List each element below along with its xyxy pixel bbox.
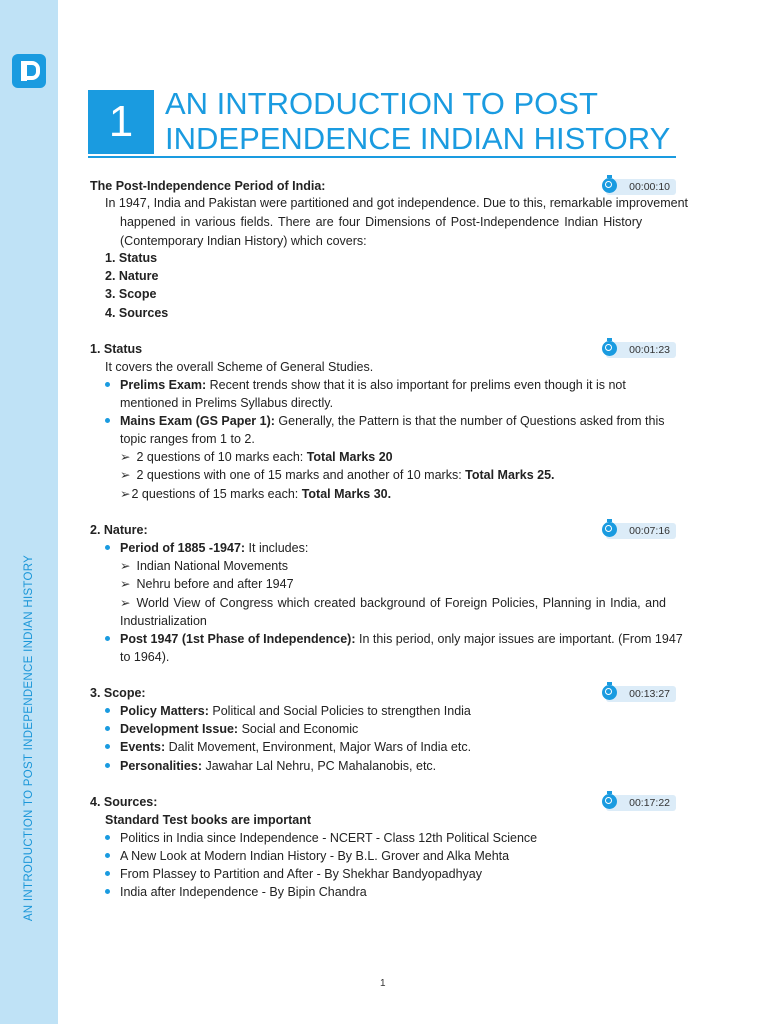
chapter-title-line1: AN INTRODUCTION TO POST [165, 86, 598, 121]
list-item: Post 1947 (1st Phase of Independence): In this period, only major issues are important. (From 1947 [105, 630, 683, 648]
list-item-cont: topic ranges from 1 to 2. [120, 432, 255, 446]
chapter-number: 1 [88, 90, 154, 154]
chapter-title-line2: INDEPENDENCE INDIAN HISTORY [165, 121, 671, 156]
list-item: Development Issue: Social and Economic [105, 720, 358, 738]
list-item: Personalities: Jawahar Lal Nehru, PC Mahalanobis, etc. [105, 757, 436, 775]
bullet-icon [105, 418, 110, 423]
publisher-logo [12, 54, 46, 88]
sidebar [0, 0, 58, 1024]
list-item: Politics in India since Independence - NCERT - Class 12th Political Science [105, 829, 537, 847]
list-item: Prelims Exam: Recent trends show that it is also important for prelims even though it is not [105, 376, 626, 394]
sub-item: ➢ 2 questions with one of 15 marks and another of 10 marks: Total Marks 25. [120, 468, 555, 482]
bullet-icon [105, 889, 110, 894]
timestamp-badge[interactable]: 00:17:22 [606, 795, 676, 811]
intro-para-2: happened in various fields. There are four Dimensions of Post-Independence Indian History [120, 215, 643, 229]
sources-subheading: Standard Test books are important [105, 813, 312, 827]
intro-item-1: 1. Status [105, 251, 158, 265]
bullet-icon [105, 763, 110, 768]
list-item: Period of 1885 -1947: It includes: [105, 539, 308, 557]
sub-item: ➢ Nehru before and after 1947 [120, 577, 294, 591]
timestamp-badge[interactable]: 00:01:23 [606, 342, 676, 358]
arrow-bullet-icon: ➢ [120, 577, 131, 591]
timestamp-badge[interactable]: 00:13:27 [606, 686, 676, 702]
status-line: It covers the overall Scheme of General Studies. [105, 360, 374, 374]
stopwatch-icon [602, 685, 617, 700]
stopwatch-icon [602, 522, 617, 537]
sub-item: ➢ Indian National Movements [120, 559, 288, 573]
page-number: 1 [380, 978, 386, 989]
bullet-icon [105, 726, 110, 731]
sources-heading: 4. Sources: [90, 795, 158, 809]
list-item: From Plassey to Partition and After - By Shekhar Bandyopadhyay [105, 865, 482, 883]
arrow-bullet-icon: ➢ [120, 487, 131, 501]
arrow-bullet-icon: ➢ [120, 559, 131, 573]
sub-item: ➢ World View of Congress which created background of Foreign Policies, Planning in India, and [120, 596, 666, 610]
chapter-title [165, 86, 670, 156]
intro-item-3: 3. Scope [105, 287, 157, 301]
arrow-bullet-icon: ➢ [120, 450, 131, 464]
title-divider [88, 156, 676, 158]
list-item: A New Look at Modern Indian History - By B.L. Grover and Alka Mehta [105, 847, 509, 865]
list-item: Policy Matters: Political and Social Policies to strengthen India [105, 702, 471, 720]
list-item-cont: mentioned in Prelims Syllabus directly. [120, 396, 334, 410]
scope-heading: 3. Scope: [90, 686, 146, 700]
timestamp-badge[interactable]: 00:00:10 [606, 179, 676, 195]
sidebar-vertical-title: AN INTRODUCTION TO POST INDEPENDENCE INDIAN HISTORY [23, 554, 35, 922]
intro-item-2: 2. Nature [105, 269, 159, 283]
list-item: Mains Exam (GS Paper 1): Generally, the Pattern is that the number of Questions asked from this [105, 412, 664, 430]
intro-item-4: 4. Sources [105, 306, 169, 320]
intro-heading: The Post-Independence Period of India: [90, 179, 326, 193]
stopwatch-icon [602, 794, 617, 809]
status-heading: 1. Status [90, 342, 143, 356]
bullet-icon [105, 545, 110, 550]
nature-heading: 2. Nature: [90, 523, 148, 537]
stopwatch-icon [602, 178, 617, 193]
sub-item-cont: Industrialization [120, 614, 207, 628]
intro-para-1: In 1947, India and Pakistan were partitioned and got independence. Due to this, remarkable improvement [105, 196, 689, 210]
bullet-icon [105, 744, 110, 749]
list-item-cont: to 1964). [120, 650, 170, 664]
bullet-icon [105, 835, 110, 840]
sub-item: ➢ 2 questions of 10 marks each: Total Marks 20 [120, 450, 393, 464]
bullet-icon [105, 382, 110, 387]
bullet-icon [105, 871, 110, 876]
list-item: India after Independence - By Bipin Chandra [105, 883, 367, 901]
bullet-icon [105, 853, 110, 858]
arrow-bullet-icon: ➢ [120, 468, 131, 482]
intro-para-3: (Contemporary Indian History) which covers: [120, 234, 367, 248]
list-item: Events: Dalit Movement, Environment, Major Wars of India etc. [105, 738, 471, 756]
bullet-icon [105, 708, 110, 713]
stopwatch-icon [602, 341, 617, 356]
timestamp-badge[interactable]: 00:07:16 [606, 523, 676, 539]
sub-item: ➢2 questions of 15 marks each: Total Marks 30. [120, 487, 392, 501]
bullet-icon [105, 636, 110, 641]
arrow-bullet-icon: ➢ [120, 596, 131, 610]
